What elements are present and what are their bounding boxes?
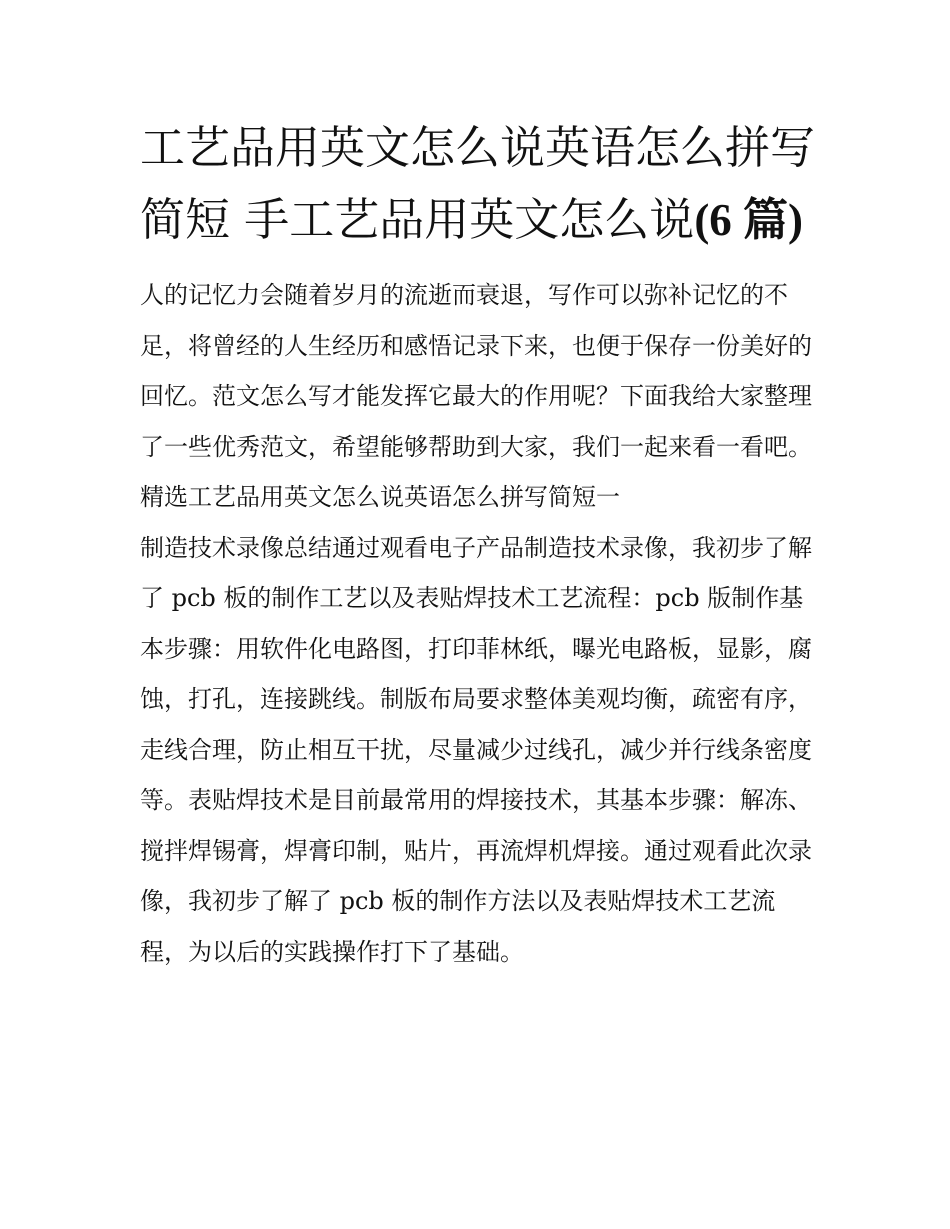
body-paragraph: 制造技术录像总结通过观看电子产品制造技术录像，我初步了解了 pcb 板的制作工艺以及表贴焊技术工艺流程：pcb 版制作基本步骤：用软件化电路图，打印菲林纸，曝光电路板，显影，腐蚀，打孔，连接跳线。制版布局要求整体美观均衡，疏密有序，走线合理，防止相互干扰，尽量减少过线孔，减少并行线条密度等。表贴焊技术是目前最常用的焊接技术，其基本步骤：解冻、搅拌焊锡膏，焊膏印制，贴片，再流焊机焊接。通过观看此次录像，我初步了解了 pcb 板的制作方法以及表贴焊技术工艺流程，为以后的实践操作打下了基础。 [140, 533, 812, 966]
section-heading: 精选工艺品用英文怎么说英语怎么拼写简短一 [140, 483, 620, 511]
intro-paragraph: 人的记忆力会随着岁月的流逝而衰退，写作可以弥补记忆的不足，将曾经的人生经历和感悟记录下来，也便于保存一份美好的回忆。范文怎么写才能发挥它最大的作用呢？下面我给大家整理了一些优秀范文，希望能够帮助到大家，我们一起来看一看吧。 [140, 281, 812, 461]
document-title [140, 112, 816, 256]
title-text: 工艺品用英文怎么说英语怎么拼写简短 手工艺品用英文怎么说 [140, 121, 816, 246]
title-count: (6 篇) [694, 195, 804, 245]
document-page [140, 112, 816, 977]
